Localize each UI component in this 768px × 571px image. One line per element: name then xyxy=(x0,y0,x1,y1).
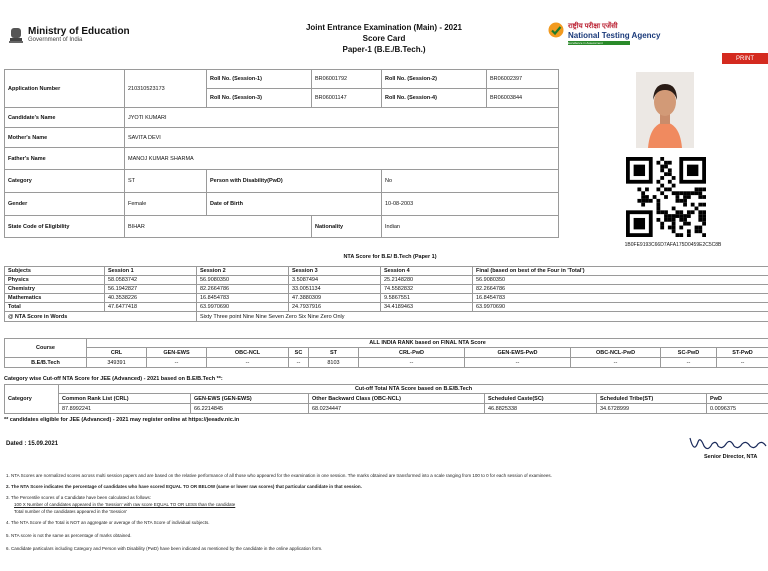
rank-header: GEN-EWS xyxy=(147,348,207,358)
dob-label: Date of Birth xyxy=(207,193,382,216)
note-5: 5. NTA score is not the same as percentage of marks obtained. xyxy=(6,533,132,538)
rank-header: ST xyxy=(309,348,359,358)
score-value: 16.8454783 xyxy=(473,294,768,303)
ministry-header xyxy=(8,26,130,46)
cutoff-value: 0.0096375 xyxy=(707,404,768,414)
score-header: Session 4 xyxy=(381,267,473,276)
cutoff-value: 66.2214845 xyxy=(191,404,309,414)
nta-tagline: Excellence in Assessment xyxy=(568,41,630,45)
doc-title: Score Card xyxy=(362,34,406,43)
rank-title: ALL INDIA RANK based on FINAL NTA Score xyxy=(87,339,768,348)
roll3-label: Roll No. (Session-3) xyxy=(207,89,312,108)
ministry-title: Ministry of Education xyxy=(28,26,130,37)
nta-header xyxy=(548,22,660,45)
cutoff-header: Other Backward Class (OBC-NCL) xyxy=(309,394,485,404)
score-header: Session 1 xyxy=(105,267,197,276)
note-2: 2. The NTA Score indicates the percentage of candidates who have scored EQUAL TO OR BELOW (same or lower raw scores) that particular candidate in that session. xyxy=(6,484,362,489)
application-number-value: 210310523173 xyxy=(125,70,207,108)
paper-title: Paper-1 (B.E./B.Tech.) xyxy=(342,45,426,54)
note-6: 6. Candidate particulars including Category and Person with Disability (PwD) have been indicated as mentioned by the candidate in the online application form. xyxy=(6,546,323,551)
rank-value: 349391 xyxy=(87,358,147,368)
cutoff-note: Category wise Cut-off NTA Score for JEE (Advanced) - 2021 based on B.E/B.Tech **: xyxy=(4,376,223,382)
score-row xyxy=(5,294,768,303)
cutoff-table xyxy=(4,384,768,414)
nta-hindi-name: राष्ट्रीय परीक्षा एजेंसी xyxy=(568,23,618,30)
score-value: 3.5087494 xyxy=(289,276,381,285)
score-value: 25.2148280 xyxy=(381,276,473,285)
rank-header: OBC-NCL-PwD xyxy=(571,348,661,358)
mother-name-label: Mother's Name xyxy=(5,128,125,148)
score-value: 47.3880309 xyxy=(289,294,381,303)
dob-value: 10-08-2003 xyxy=(382,193,559,216)
rank-value: -- xyxy=(207,358,289,368)
issue-date: Dated : 15.09.2021 xyxy=(6,441,59,447)
score-value: 47.6477418 xyxy=(105,303,197,312)
score-value: 56.9080350 xyxy=(197,276,289,285)
rank-value: 8103 xyxy=(309,358,359,368)
score-value: 74.5582832 xyxy=(381,285,473,294)
score-value: 58.0583742 xyxy=(105,276,197,285)
score-subject: Total xyxy=(5,303,105,312)
nta-check-icon xyxy=(548,22,564,38)
score-words-label: @ NTA Score in Words xyxy=(5,312,197,322)
rank-value: -- xyxy=(571,358,661,368)
rank-header: CRL xyxy=(87,348,147,358)
score-value: 56.1942827 xyxy=(105,285,197,294)
rank-value: -- xyxy=(359,358,465,368)
print-button[interactable]: PRINT xyxy=(722,53,768,64)
signatory-title: Senior Director, NTA xyxy=(704,454,758,460)
pwd-label: Person with Disability(PwD) xyxy=(207,170,382,193)
cutoff-header: Common Rank List (CRL) xyxy=(59,394,191,404)
score-subject: Chemistry xyxy=(5,285,105,294)
score-subject: Physics xyxy=(5,276,105,285)
score-header: Session 2 xyxy=(197,267,289,276)
cutoff-category-label: Category xyxy=(5,385,59,414)
roll4-label: Roll No. (Session-4) xyxy=(382,89,487,108)
category-value: ST xyxy=(125,170,207,193)
note-4: 4. The NTA Score of the Total is NOT an aggregate or average of the NTA Score of individual subjects. xyxy=(6,520,210,525)
score-row xyxy=(5,285,768,294)
pwd-value: No xyxy=(382,170,559,193)
rank-value: -- xyxy=(661,358,717,368)
score-table xyxy=(4,266,768,322)
roll2-label: Roll No. (Session-2) xyxy=(382,70,487,89)
rank-header: GEN-EWS-PwD xyxy=(465,348,571,358)
note-1: 1. NTA Scores are normalized scores across multi session papers and are based on the relative performance of all those who appeared for the examination in one session. The marks obtained are transformed into a scale ranging from 100 to 0 for each session of examinees. xyxy=(6,473,552,478)
rank-value: -- xyxy=(147,358,207,368)
score-header: Session 3 xyxy=(289,267,381,276)
candidate-photo xyxy=(636,72,694,148)
qr-code-text: 1B0FE9193C66D7AFA175D0459E2C5C8B xyxy=(624,242,722,248)
category-label: Category xyxy=(5,170,125,193)
cutoff-title: Cut-off Total NTA Score based on B.E/B.Tech xyxy=(59,385,768,394)
cutoff-header: Scheduled Caste(SC) xyxy=(485,394,597,404)
score-row xyxy=(5,276,768,285)
roll4-value: BR06003844 xyxy=(487,89,559,108)
rank-value: -- xyxy=(465,358,571,368)
cutoff-value: 68.0234447 xyxy=(309,404,485,414)
score-value: 63.9970690 xyxy=(197,303,289,312)
score-value: 82.2664786 xyxy=(197,285,289,294)
rank-value: -- xyxy=(717,358,768,368)
mother-name-value: SAVITA DEVI xyxy=(125,128,559,148)
gender-value: Female xyxy=(125,193,207,216)
nta-name: National Testing Agency xyxy=(568,31,661,40)
ministry-subtitle: Government of India xyxy=(28,37,83,43)
cutoff-header: PwD xyxy=(707,394,768,404)
score-value: 34.4189463 xyxy=(381,303,473,312)
rank-table xyxy=(4,338,768,368)
cutoff-value: 46.8825338 xyxy=(485,404,597,414)
score-value: 40.3538226 xyxy=(105,294,197,303)
state-value: BIHAR xyxy=(125,216,312,238)
roll1-label: Roll No. (Session-1) xyxy=(207,70,312,89)
nationality-value: Indian xyxy=(382,216,559,238)
signature-icon xyxy=(688,432,768,456)
score-value: 9.5867551 xyxy=(381,294,473,303)
nationality-label: Nationality xyxy=(312,216,382,238)
course-label: Course xyxy=(5,339,87,358)
score-words-value: Sixty Three point Nine Nine Seven Zero Six Nine Zero Only xyxy=(197,312,768,322)
cutoff-header: GEN-EWS (GEN-EWS) xyxy=(191,394,309,404)
candidate-details-table xyxy=(4,69,559,238)
score-value: 24.7937916 xyxy=(289,303,381,312)
roll2-value: BR06002397 xyxy=(487,70,559,89)
exam-heading xyxy=(270,22,498,55)
application-number-label: Application Number xyxy=(5,70,125,108)
exam-title: Joint Entrance Examination (Main) - 2021 xyxy=(305,23,463,32)
score-value: 16.8454783 xyxy=(197,294,289,303)
cutoff-header: Scheduled Tribe(ST) xyxy=(597,394,707,404)
cutoff-footnote: ** candidates eligible for JEE (Advanced) - 2021 may register online at https://jeeadv.nic.in xyxy=(4,417,240,423)
score-value: 33.0051134 xyxy=(289,285,381,294)
father-name-value: MANOJ KUMAR SHARMA xyxy=(125,148,559,170)
score-value: 56.9080350 xyxy=(473,276,768,285)
national-emblem-icon xyxy=(8,26,24,46)
note-3-formula-num: 100 X Number of candidates appeared in the 'Session' with raw score EQUAL TO OR LESS than the candidate xyxy=(14,502,236,507)
score-subject: Mathematics xyxy=(5,294,105,303)
candidate-name-label: Candidate's Name xyxy=(5,108,125,128)
score-table-title: NTA Score for B.E/ B.Tech (Paper 1) xyxy=(343,254,437,260)
state-label: State Code of Eligibility xyxy=(5,216,125,238)
cutoff-value: 34.6728999 xyxy=(597,404,707,414)
score-header: Final (based on best of the Four in 'Total') xyxy=(473,267,768,276)
qr-code-icon xyxy=(626,157,706,237)
rank-header: SC-PwD xyxy=(661,348,717,358)
gender-label: Gender xyxy=(5,193,125,216)
rank-header: ST-PwD xyxy=(717,348,768,358)
rank-value: -- xyxy=(289,358,309,368)
father-name-label: Father's Name xyxy=(5,148,125,170)
candidate-name-value: JYOTI KUMARI xyxy=(125,108,559,128)
cutoff-value: 87.8992241 xyxy=(59,404,191,414)
rank-header: OBC-NCL xyxy=(207,348,289,358)
note-3-formula-den: Total number of the candidates appeared in the 'Session' xyxy=(14,509,128,514)
score-header: Subjects xyxy=(5,267,105,276)
rank-header: CRL-PwD xyxy=(359,348,465,358)
course-value: B.E/B.Tech xyxy=(5,358,87,368)
roll3-value: BR06001147 xyxy=(312,89,382,108)
roll1-value: BR06001792 xyxy=(312,70,382,89)
score-row xyxy=(5,303,768,312)
score-value: 82.2664786 xyxy=(473,285,768,294)
score-value: 63.9970690 xyxy=(473,303,768,312)
note-3: 3. The Percentile scores of a Candidate have been calculated as follows: xyxy=(6,495,152,500)
candidate-photo-image xyxy=(636,72,694,148)
rank-header: SC xyxy=(289,348,309,358)
